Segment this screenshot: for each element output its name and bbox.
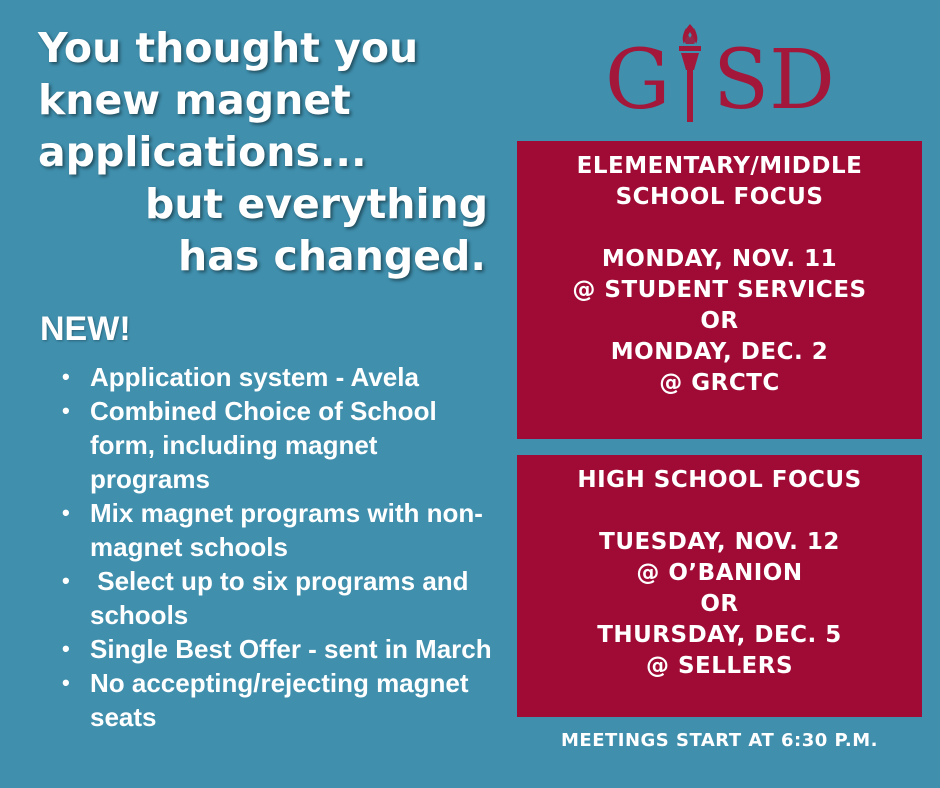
meeting-location-2: @ GRCTC xyxy=(659,370,780,396)
headline-line-5: has changed. xyxy=(178,232,486,280)
or-label: OR xyxy=(700,591,739,617)
list-item: • Combined Choice of School form, including magnet programs xyxy=(62,394,502,496)
high-school-panel xyxy=(517,455,922,717)
list-item: • No accepting/rejecting magnet seats xyxy=(62,666,502,734)
meeting-location-1: @ STUDENT SERVICES xyxy=(572,277,867,303)
meetings-start-note: MEETINGS START AT 6:30 P.M. xyxy=(560,730,878,751)
panel-title: HIGH SCHOOL FOCUS xyxy=(577,467,862,493)
list-item: • Select up to six programs and schools xyxy=(62,564,502,632)
meeting-date-1: TUESDAY, NOV. 12 xyxy=(599,529,840,555)
panel-title-line-2: SCHOOL FOCUS xyxy=(615,184,824,210)
headline-line-3: applications... xyxy=(38,128,367,176)
or-label: OR xyxy=(700,308,739,334)
meeting-date-1: MONDAY, NOV. 11 xyxy=(601,246,838,272)
meeting-date-2: THURSDAY, DEC. 5 xyxy=(597,622,842,648)
elementary-middle-panel xyxy=(517,141,922,439)
panel-title-line-1: ELEMENTARY/MIDDLE xyxy=(576,153,863,179)
torch-icon xyxy=(673,22,707,126)
headline-line-1: You thought you xyxy=(38,24,419,72)
headline-line-4: but everything xyxy=(145,180,489,228)
logo-letters-sd: SD xyxy=(713,33,835,128)
gisd-logo xyxy=(605,18,855,128)
list-item: • Application system - Avela xyxy=(62,360,502,394)
headline xyxy=(38,22,508,282)
new-label: NEW! xyxy=(40,310,131,348)
logo-letter-g: G xyxy=(605,33,671,128)
headline-line-2: knew magnet xyxy=(38,76,351,124)
list-item: • Single Best Offer - sent in March xyxy=(62,632,502,666)
meeting-location-1: @ O’BANION xyxy=(636,560,803,586)
meeting-location-2: @ SELLERS xyxy=(645,653,794,679)
new-features-list xyxy=(62,360,502,734)
meeting-date-2: MONDAY, DEC. 2 xyxy=(610,339,829,365)
list-item: • Mix magnet programs with non-magnet schools xyxy=(62,496,502,564)
